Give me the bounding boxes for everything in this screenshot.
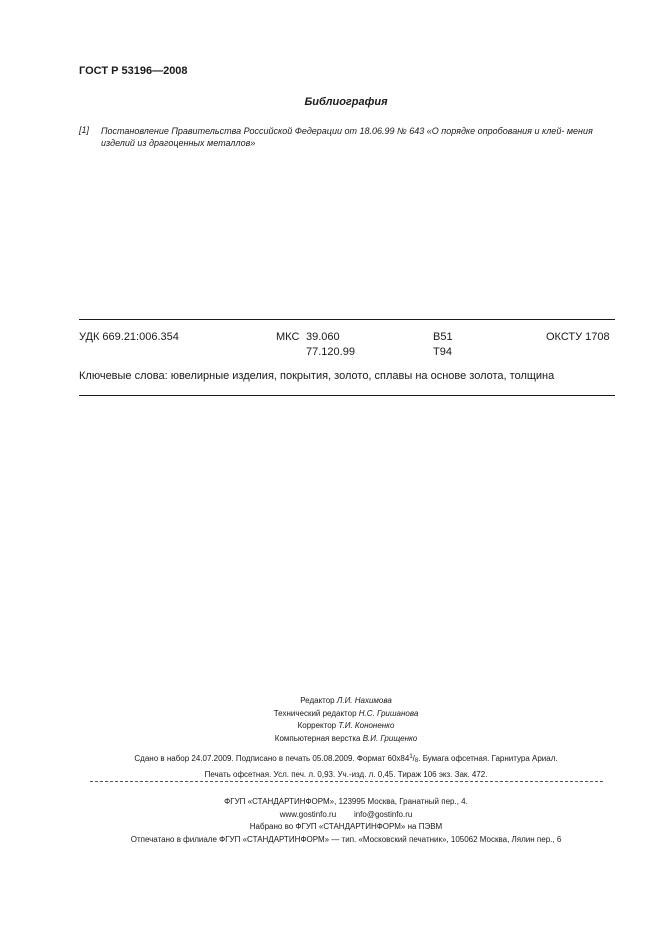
print-info-line: Сдано в набор 24.07.2009. Подписано в печать 05.08.2009. Формат $60х84^1/_8$. Бумага офсетная. Гарнитура Ариал. — [134, 754, 558, 764]
print-info-line: Печать офсетная. Усл. печ. л. 0,93. Уч.-изд. л. 0,45. Тираж 106 экз. Зак. 472. — [204, 770, 488, 779]
format-denominator: 8 — [414, 758, 419, 764]
divider-bottom — [79, 395, 615, 396]
publisher-line: Набрано во ФГУП «СТАНДАРТИНФОРМ» на ПЭВМ — [249, 822, 443, 831]
okstu-code: ОКСТУ 1708 — [546, 331, 610, 343]
mks-code: 77.120.99 — [306, 346, 355, 358]
standard-code: ГОСТ Р 53196—2008 — [79, 65, 188, 77]
credits-block — [0, 695, 661, 745]
publisher-line: ФГУП «СТАНДАРТИНФОРМ», 123995 Москва, Гранатный пер., 4. — [224, 797, 468, 806]
publisher-line: Отпечатано в филиале ФГУП «СТАНДАРТИНФОРМ» — тип. «Московский печатник», 105062 Москва, Лялин пер., 6 — [130, 834, 562, 844]
classification-code: Т94 — [433, 346, 452, 358]
print-info-text: . Бумага офсетная. Гарнитура Ариал. — [418, 754, 558, 763]
credit-name: Л.И. Нахимова — [336, 696, 392, 705]
credit-role: Технический редактор — [273, 708, 357, 718]
publisher-block — [0, 796, 661, 846]
dashed-divider — [90, 781, 603, 782]
format-numerator: 1 — [409, 754, 413, 760]
credit-line — [0, 733, 661, 746]
classification-codes — [433, 330, 453, 360]
udk-code: УДК 669.21:006.354 — [79, 331, 179, 343]
credit-role: Редактор — [300, 696, 335, 705]
print-info-text: Сдано в набор 24.07.2009. Подписано в печать 05.08.2009. Формат 60х84 — [134, 754, 410, 763]
bibliography-title: Библиография — [304, 96, 388, 108]
credit-name: Н.С. Гришанова — [358, 708, 419, 718]
keywords: Ключевые слова: ювелирные изделия, покрытия, золото, сплавы на основе золота, толщина — [79, 370, 555, 382]
credit-line — [0, 695, 661, 708]
publisher-line: www.gostinfo.ru info@gostinfo.ru — [279, 809, 413, 819]
credit-role: Компьютерная верстка — [274, 733, 361, 743]
mks-code: 39.060 — [306, 331, 340, 343]
mks-codes — [306, 330, 355, 360]
credit-role: Корректор — [297, 721, 337, 730]
credit-name: Т.И. Кононенко — [338, 721, 395, 730]
credit-line — [0, 708, 661, 721]
credit-name: В.И. Грищенко — [362, 733, 418, 743]
classification-code: В51 — [433, 331, 453, 343]
credit-line — [0, 720, 661, 733]
bibliography-entry-number: [1] — [79, 125, 90, 135]
mks-label: МКС — [276, 331, 300, 343]
divider-top — [79, 319, 615, 320]
print-info — [0, 751, 661, 781]
bibliography-entry-text: Постановление Правительства Российской Федерации от 18.06.99 № 643 «О порядке опробования и клей- мения изделий из драгоценных металлов» — [101, 126, 593, 148]
